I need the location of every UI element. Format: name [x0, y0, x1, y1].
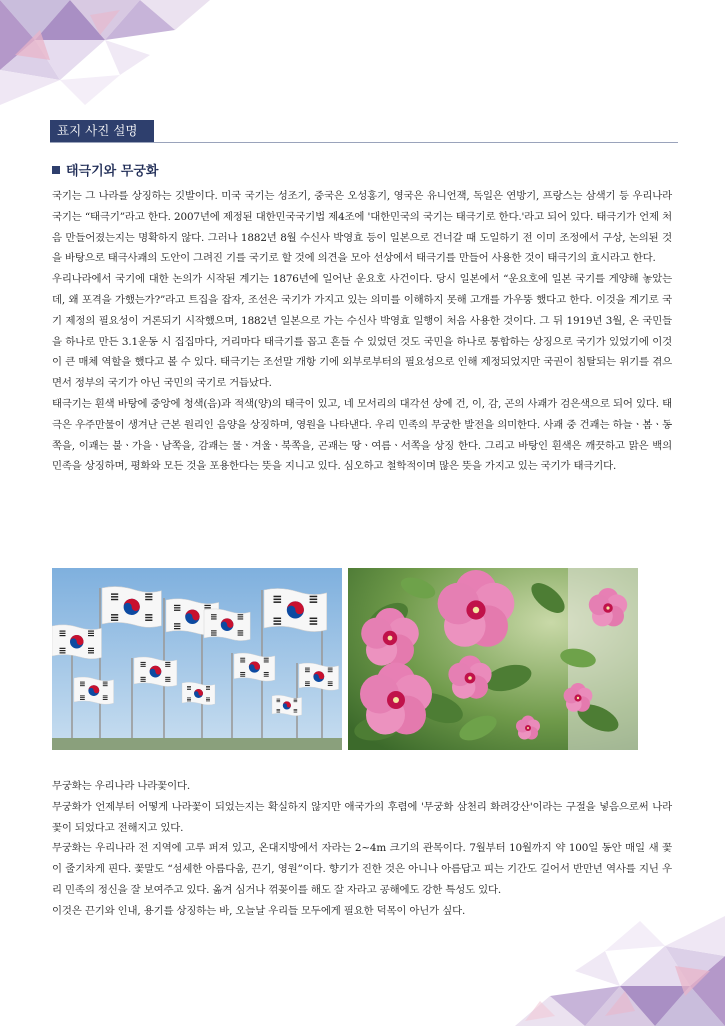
triangle-pattern-decoration	[0, 0, 230, 110]
body-text-top	[52, 186, 672, 477]
paragraph: 국기는 그 나라를 상징하는 깃발이다. 미국 국기는 성조기, 중국은 오성홍기, 영국은 유니언잭, 독일은 연방기, 프랑스는 삼색기 등 우리나라 국기는 “태극기”라고 한다. 2007년에 제정된 대한민국국기법 제4조에 '대한민국의 국기는 태극기로 한다.'라고 되어 있다. 태극기가 언제 처음 만들어졌는지는 명확하지 않다. 그러나 1882년 8월 수신사 박영효 등이 일본으로 건너갈 때 도일하기 전 이미 조정에서 구상, 논의된 것을 바탕으로 태극사괘의 도안이 그려진 기를 국기로 할 것에 의견을 모아 선상에서 태극기를 만들어 사용한 것이 태극기의 효시라고 한다.	[52, 190, 672, 265]
paragraph: 태극기는 흰색 바탕에 중앙에 청색(음)과 적색(양)의 태극이 있고, 네 모서리의 대각선 상에 건, 이, 감, 곤의 사괘가 검은색으로 되어 있다. 태극은 우주만물이 생겨난 근본 원리인 음양을 상징하며, 영원을 나타낸다. 우리 민족의 무궁한 발전을 의미한다. 사괘 중 건괘는 하늘ㆍ봄ㆍ동쪽을, 이괘는 불ㆍ가을ㆍ남쪽을, 감괘는 물ㆍ겨울ㆍ북쪽을, 곤괘는 땅ㆍ여름ㆍ서쪽을 상징 한다. 그리고 바탕인 흰색은 깨끗하고 맑은 백의 민족을 상징하며, 평화와 모든 것을 포용한다는 뜻을 지니고 있다. 심오하고 철학적이며 많은 뜻을 가지고 있는 국기가 태극기다.	[52, 397, 672, 473]
subheading-text: 태극기와 무궁화	[66, 164, 159, 179]
paragraph: 무궁화는 우리나라 나라꽃이다.	[52, 780, 190, 792]
paragraph: 무궁화는 우리나라 전 지역에 고루 퍼져 있고, 온대지방에서 자라는 2~4m 크기의 관목이다. 7월부터 10월까지 약 100일 동안 매일 새 꽃이 줄기차게 핀다. 꽃말도 “섬세한 아름다움, 끈기, 영원”이다. 향기가 진한 것은 아니나 아름답고 피는 기간도 길어서 반만년 역사를 지닌 우리 민족의 정신을 잘 보여주고 있다. 옮겨 심거나 꺾꽂이를 해도 잘 자라고 공해에도 강한 특성도 있다.	[52, 842, 672, 896]
paragraph: 우리나라에서 국기에 대한 논의가 시작된 계기는 1876년에 일어난 운요호 사건이다. 당시 일본에서 “운요호에 일본 국기를 게양해 놓았는데, 왜 포격을 가했는가?”라고 트집을 잡자, 조선은 국기가 가지고 있는 의미를 이해하지 못해 고개를 가우뚱 했다고 한다. 이것을 계기로 국기 제정의 필요성이 거론되기 시작했으며, 1882년 일본으로 가는 수신사 박영효 일행이 처음 사용한 것이다. 그 뒤 1919년 3월, 온 국민들을 하나로 만든 3.1운동 시 집집마다, 거리마다 태극기를 꼽고 흔들 수 있었던 것도 국민을 하나로 통합하는 상징으로 국기가 있었기에 이것이 큰 매체 역할을 했다고 볼 수 있다. 태극기는 조선말 개항 기에 외부로부터의 필요성으로 인해 제정되었지만 국권이 침탈되는 위기를 겪으면서 정부의 국기가 아닌 국민의 국기로 거듭났다.	[52, 273, 672, 390]
paragraph: 이것은 끈기와 인내, 용기를 상징하는 바, 오늘날 우리들 모두에게 필요한 덕목이 아닌가 싶다.	[52, 904, 466, 917]
section-label: 표지 사진 설명	[50, 120, 154, 142]
photo-taegukgi-flags	[52, 568, 342, 750]
photo-mugunghwa-flowers	[348, 568, 638, 750]
subheading	[52, 160, 158, 179]
paragraph: 무궁화가 언제부터 어떻게 나라꽃이 되었는지는 확실하지 않지만 애국가의 후렴에 '무궁화 삼천리 화려강산'이라는 구절을 넣음으로써 나라꽃이 되었다고 전해지고 있다.	[52, 800, 672, 834]
section-divider	[50, 142, 678, 143]
body-text-bottom	[52, 776, 672, 922]
square-bullet-icon	[52, 166, 60, 174]
